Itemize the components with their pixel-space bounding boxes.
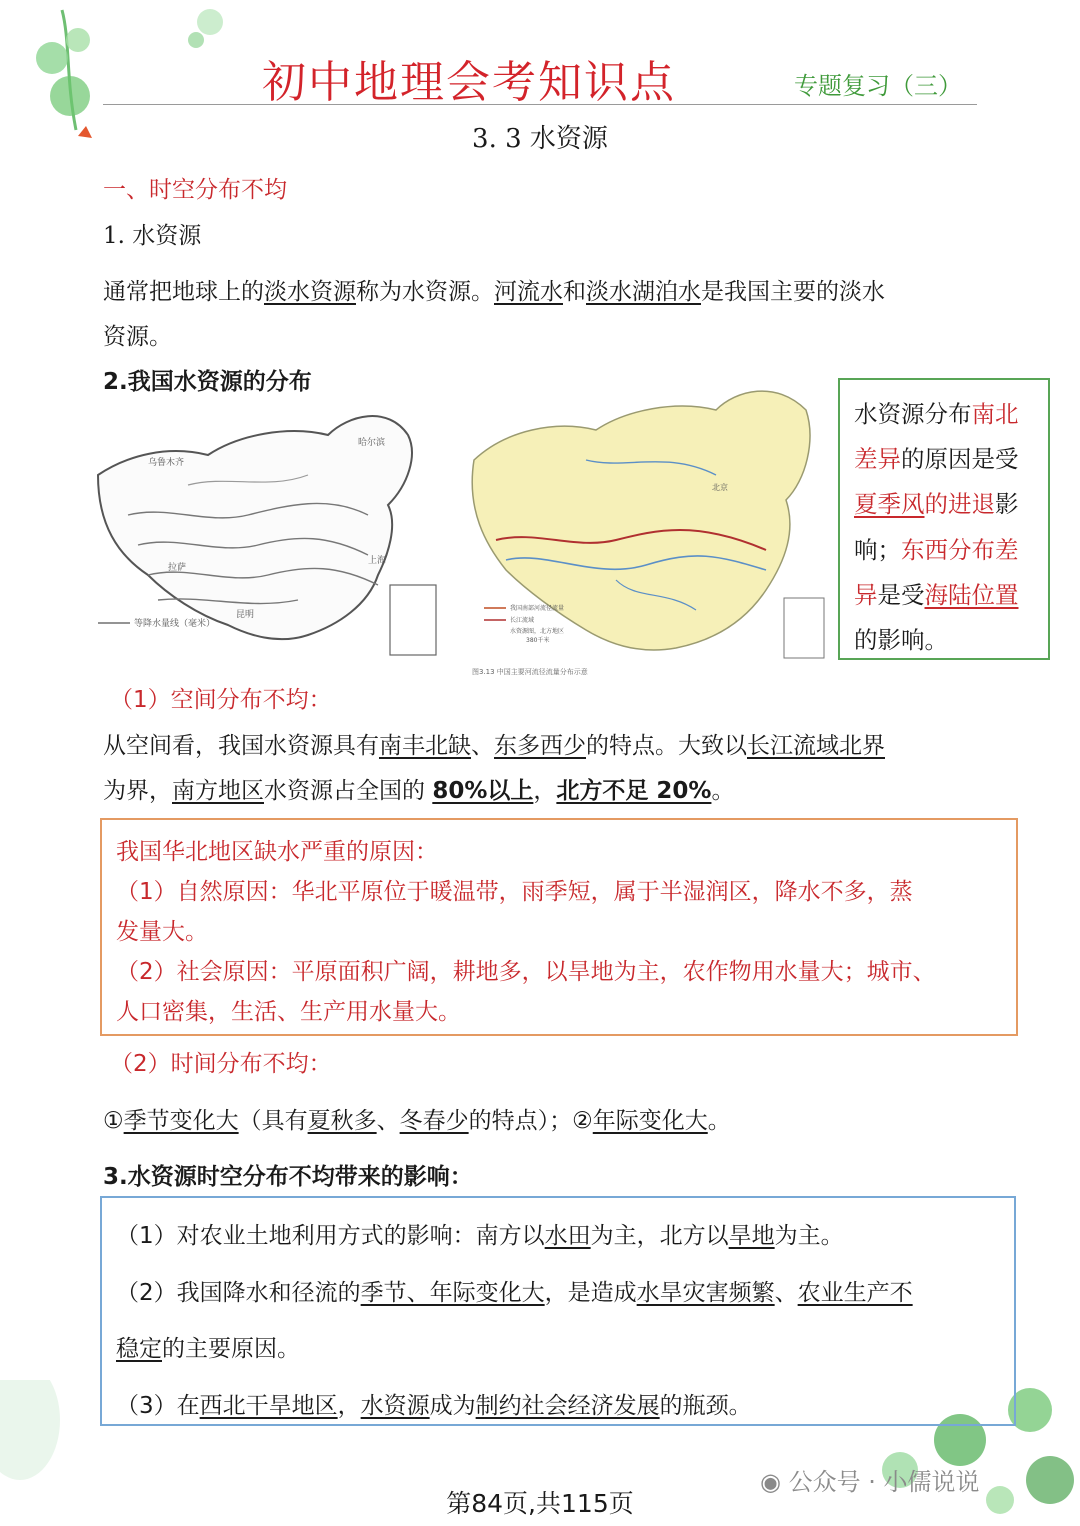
green-note-line bbox=[854, 392, 1048, 437]
text-segment: 和 bbox=[563, 279, 586, 305]
text-segment: 农业生产不 bbox=[797, 1279, 913, 1306]
green-note-box bbox=[838, 378, 1050, 660]
paragraph-definition-line2: 资源。 bbox=[103, 324, 172, 350]
map-legend-isohyet: 等降水量线（毫米） bbox=[134, 619, 216, 629]
impact-line2 bbox=[116, 1265, 1000, 1322]
green-note-line bbox=[854, 573, 1048, 618]
text-segment: 东多西少 bbox=[494, 733, 586, 759]
page-title: 初中地理会考知识点 bbox=[262, 57, 676, 108]
shortage-social-line1: （2）社会原因：平原面积广阔，耕地多，以旱地为主，农作物用水量大；城市、 bbox=[116, 959, 936, 985]
text-segment: 南方地区 bbox=[172, 778, 264, 804]
shortage-natural-line2: 发量大。 bbox=[116, 919, 208, 945]
text-segment: 水资源占全国的 bbox=[264, 778, 433, 804]
text-segment: 的进退 bbox=[924, 490, 995, 519]
spatial-line2 bbox=[103, 769, 734, 814]
text-segment: 季节变化大 bbox=[123, 1108, 239, 1134]
text-segment: ， bbox=[533, 778, 557, 804]
text-segment: 年际变化大 bbox=[592, 1108, 708, 1134]
text-segment: 淡水湖泊水 bbox=[586, 279, 701, 305]
text-segment: 的特点）；② bbox=[468, 1108, 593, 1134]
text-segment: 、 bbox=[376, 1108, 400, 1134]
text-segment: 影 bbox=[995, 490, 1019, 519]
north-china-shortage-box bbox=[100, 818, 1018, 1036]
green-note-line bbox=[854, 482, 1048, 527]
text-segment: 为主，北方以 bbox=[590, 1223, 729, 1249]
text-segment: （具有 bbox=[238, 1108, 308, 1134]
text-segment: 水田 bbox=[544, 1223, 591, 1249]
map-legend-runoff: 我国南部河流径流量 bbox=[510, 605, 565, 612]
page-number: 第84页,共115页 bbox=[446, 1489, 634, 1518]
text-segment: 西北干旱地区 bbox=[199, 1392, 338, 1419]
text-segment: 河流水 bbox=[494, 279, 563, 305]
text-segment: 的特点。大致以 bbox=[586, 733, 747, 759]
wechat-icon: ◉ bbox=[760, 1468, 789, 1496]
green-note-line bbox=[854, 437, 1048, 482]
shortage-title: 我国华北地区缺水严重的原因： bbox=[116, 839, 438, 865]
section-title: 3. 3 水资源 bbox=[472, 124, 608, 154]
text-segment: 季节、年际变化大 bbox=[360, 1279, 545, 1306]
text-segment: 的瓶颈。 bbox=[659, 1392, 752, 1419]
text-segment: 称为水资源。 bbox=[356, 279, 494, 305]
watermark-text: 公众号 · 小儒说说 bbox=[788, 1468, 980, 1496]
green-note-line bbox=[854, 618, 1048, 663]
text-segment: 海陆位置 bbox=[924, 580, 1019, 609]
text-segment: （3）在 bbox=[116, 1392, 200, 1419]
temporal-line bbox=[103, 1099, 731, 1144]
text-segment: 淡水资源 bbox=[264, 279, 356, 305]
text-segment: 夏季风 bbox=[854, 490, 925, 519]
text-segment: 水旱灾害频繁 bbox=[636, 1279, 775, 1306]
map-caption: 图3.13 中国主要河流径流量分布示意 bbox=[472, 668, 588, 676]
heading-impact: 3.水资源时空分布不均带来的影响： bbox=[103, 1164, 473, 1190]
text-segment: 80%以上 bbox=[432, 778, 534, 804]
map-legend-yangtze: 长江流域 bbox=[510, 617, 535, 624]
text-segment: 稳定 bbox=[116, 1336, 162, 1362]
shortage-natural-line1: （1）自然原因：华北平原位于暖温带，雨季短，属于半湿润区，降水不多，蒸 bbox=[116, 879, 913, 905]
map-label-shanghai: 上海 bbox=[368, 556, 387, 566]
text-segment: 的主要原因。 bbox=[162, 1336, 300, 1362]
green-note-line bbox=[854, 528, 1048, 573]
heading-temporal-uneven: （2）时间分布不均： bbox=[110, 1051, 332, 1077]
title-divider bbox=[103, 104, 977, 105]
text-segment: 差异 bbox=[854, 445, 901, 474]
sub-heading-water-resource: 1. 水资源 bbox=[103, 223, 202, 249]
text-segment: ，是造成 bbox=[544, 1279, 637, 1306]
map-label-urumqi: 乌鲁木齐 bbox=[148, 458, 185, 468]
text-segment: 水资源分布 bbox=[854, 400, 972, 428]
text-segment: 、 bbox=[774, 1279, 798, 1306]
paragraph-definition-line1 bbox=[103, 270, 885, 315]
text-segment: 制约社会经济发展 bbox=[475, 1392, 660, 1419]
text-segment: 响； bbox=[854, 535, 901, 564]
text-segment: 夏秋多 bbox=[307, 1108, 377, 1134]
map-label-harbin: 哈尔滨 bbox=[358, 438, 386, 448]
precipitation-map bbox=[88, 395, 460, 665]
sub-heading-distribution: 2.我国水资源的分布 bbox=[103, 369, 312, 395]
map-label-kunming: 昆明 bbox=[236, 610, 255, 620]
impact-line3 bbox=[116, 1321, 1000, 1378]
text-segment: 通常把地球上的 bbox=[103, 279, 264, 305]
map-label-lhasa: 拉萨 bbox=[168, 563, 187, 573]
text-segment: 。 bbox=[711, 778, 735, 804]
impact-line4 bbox=[116, 1378, 1000, 1435]
text-segment: （2）我国降水和径流的 bbox=[116, 1279, 361, 1306]
text-segment: 旱地 bbox=[728, 1223, 775, 1249]
heading-spatiotemporal: 一、时空分布不均 bbox=[103, 177, 287, 203]
text-segment: ① bbox=[103, 1108, 124, 1134]
text-segment: 的影响。 bbox=[854, 626, 948, 655]
text-segment: 从空间看，我国水资源具有 bbox=[103, 733, 379, 759]
map-label-beijing: 北京 bbox=[712, 483, 728, 492]
text-segment: 异 bbox=[854, 580, 878, 609]
impact-line1 bbox=[116, 1208, 1000, 1265]
impact-box bbox=[100, 1196, 1016, 1426]
text-segment: 、 bbox=[471, 733, 494, 759]
text-segment: 东西分布差 bbox=[901, 535, 1019, 564]
text-segment: ， bbox=[337, 1392, 361, 1419]
text-segment: 南丰北缺 bbox=[379, 733, 471, 759]
text-segment: 是我国主要的淡水 bbox=[701, 279, 885, 305]
river-runoff-map bbox=[466, 380, 828, 680]
text-segment: 成为 bbox=[429, 1392, 476, 1419]
text-segment: 北方不足 20% bbox=[556, 778, 712, 804]
text-segment: 水资源 bbox=[360, 1392, 430, 1419]
text-segment: 为主。 bbox=[774, 1223, 844, 1249]
heading-spatial-uneven: （1）空间分布不均： bbox=[110, 687, 332, 713]
text-segment: 南北 bbox=[971, 400, 1019, 428]
spatial-line1 bbox=[103, 724, 885, 769]
text-segment: （1）对农业土地利用方式的影响：南方以 bbox=[116, 1223, 545, 1249]
map-legend-north: 水资源图，北方地区 bbox=[510, 628, 565, 635]
text-segment: 。 bbox=[707, 1108, 731, 1134]
map-scale: 380千米 bbox=[526, 637, 550, 644]
shortage-social-line2: 人口密集，生活、生产用水量大。 bbox=[116, 999, 461, 1025]
text-segment: 是受 bbox=[877, 580, 925, 609]
text-segment: 的原因是受 bbox=[901, 445, 1019, 474]
text-segment: 长江流域北界 bbox=[747, 733, 885, 759]
text-segment: 冬春少 bbox=[399, 1108, 469, 1134]
page-subtitle: 专题复习（三） bbox=[794, 72, 962, 100]
text-segment: 为界， bbox=[103, 778, 172, 804]
